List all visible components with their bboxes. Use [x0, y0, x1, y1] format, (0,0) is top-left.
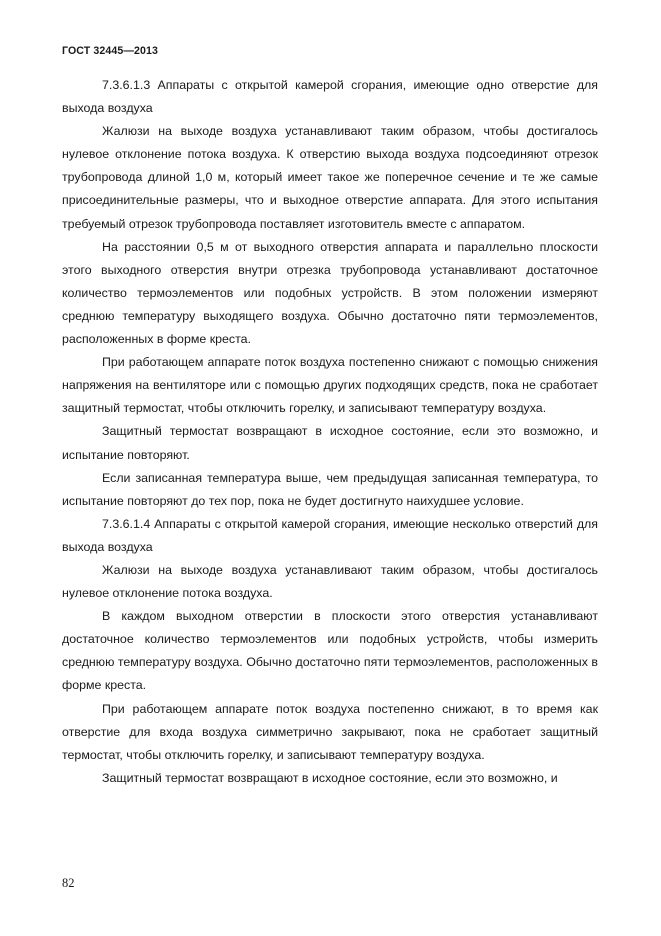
paragraph: Если записанная температура выше, чем предыдущая записанная температура, то испытание повторяют до тех пор, пока не будет достигнуто наихудшее условие. — [62, 470, 598, 508]
paragraph: Защитный термостат возвращают в исходное состояние, если это возможно, и — [102, 770, 558, 785]
paragraph: Жалюзи на выходе воздуха устанавливают таким образом, чтобы достигалось нулевое отклонение потока воздуха. К отверстию выхода воздуха подсоединяют отрезок трубопровода длиной 1,0 м, который имеет такое же поперечное сечение и те же самые присоединительные размеры, что и выходное отверстие аппарата. Для этого испытания требуемый отрезок трубопровода поставляет изготовитель вместе с аппаратом. — [62, 124, 598, 231]
document-body — [62, 74, 598, 790]
paragraph: При работающем аппарате поток воздуха постепенно снижают с помощью снижения напряжения на вентиляторе или с помощью других подходящих средств, пока не сработает защитный термостат, чтобы отключить горелку, и записывают температуру воздуха. — [62, 355, 598, 416]
document-header: ГОСТ 32445—2013 — [62, 45, 159, 57]
paragraph: Защитный термостат возвращают в исходное состояние, если это возможно, и испытание повторяют. — [62, 424, 598, 462]
paragraph: Жалюзи на выходе воздуха устанавливают таким образом, чтобы достигалось нулевое отклонение потока воздуха. — [62, 562, 598, 601]
paragraph: На расстоянии 0,5 м от выходного отверстия аппарата и параллельно плоскости этого выходного отверстия внутри отрезка трубопровода устанавливают достаточное количество термоэлементов или подобных устройств. В этом положении измеряют среднюю температуру выходящего воздуха. Обычно достаточно пяти термоэлементов, расположенных в форме креста. — [62, 239, 598, 347]
paragraph: При работающем аппарате поток воздуха постепенно снижают, в то время как отверстие для входа воздуха симметрично закрывают, пока не сработает защитный термостат, чтобы отключить горелку, и записывают температуру воздуха. — [62, 701, 598, 762]
section-heading-7-3-6-1-4: 7.3.6.1.4 Аппараты с открытой камерой сгорания, имеющие несколько отверстий для выхода воздуха — [62, 516, 598, 554]
paragraph: В каждом выходном отверстии в плоскости этого отверстия устанавливают достаточное количество термоэлементов или подобных устройств, чтобы измерить среднюю температуру воздуха. Обычно достаточно пяти термоэлементов, расположенных в форме креста. — [62, 609, 598, 693]
page-number: 82 — [62, 876, 75, 890]
section-heading-7-3-6-1-3: 7.3.6.1.3 Аппараты с открытой камерой сгорания, имеющие одно отверстие для выхода воздуха — [62, 78, 598, 116]
